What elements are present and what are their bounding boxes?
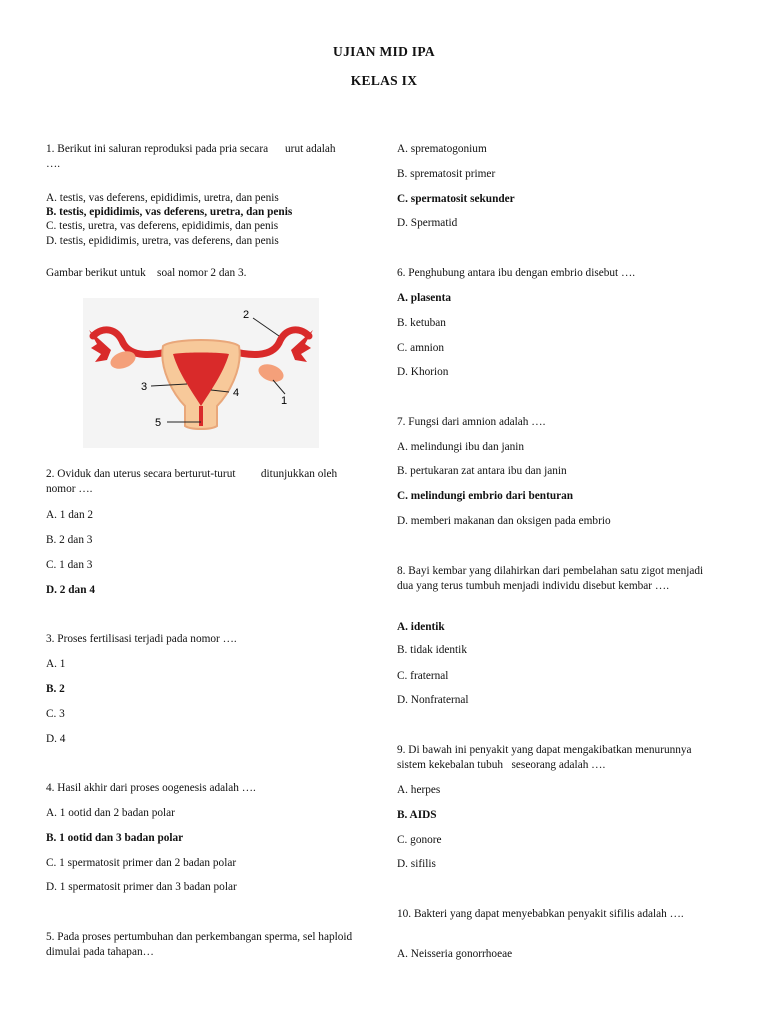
question-8-option-b: B. tidak identik (397, 644, 467, 656)
question-8-option-a: A. identik (397, 621, 445, 633)
question-2-text: 2. Oviduk dan uterus secara berturut-turut ditunjukkan oleh nomor …. (46, 468, 338, 495)
question-3-text: 3. Proses fertilisasi terjadi pada nomor …. (46, 633, 237, 645)
question-7-option-a: A. melindungi ibu dan janin (397, 441, 525, 453)
figure-label-3: 3 (141, 381, 148, 393)
question-6-option-b: B. ketuban (397, 317, 446, 329)
question-3-option-a: A. 1 (46, 658, 66, 670)
question-7-option-d: D. memberi makanan dan oksigen pada embrio (397, 515, 611, 527)
question-9-option-d: D. sifilis (397, 858, 436, 870)
question-1-option-d: D. testis, epididimis, uretra, vas deferens, dan penis (46, 235, 279, 247)
question-8-option-d: D. Nonfraternal (397, 694, 469, 706)
question-5-option-c: C. spermatosit sekunder (397, 193, 515, 205)
question-1-text: 1. Berikut ini saluran reproduksi pada pria secara urut adalah …. (46, 143, 336, 170)
question-3-option-b: B. 2 (46, 683, 65, 695)
question-6-option-d: D. Khorion (397, 366, 449, 378)
question-5-option-a: A. sprematogonium (397, 143, 487, 155)
figure-caption: Gambar berikut untuk soal nomor 2 dan 3. (46, 267, 247, 279)
figure-label-2: 2 (243, 309, 250, 321)
question-3-option-c: C. 3 (46, 708, 65, 720)
question-5-option-b: B. sprematosit primer (397, 168, 496, 180)
question-4-option-c: C. 1 spermatosit primer dan 2 badan polar (46, 857, 237, 869)
figure-label-5: 5 (155, 417, 162, 429)
figure-label-1: 1 (281, 395, 288, 407)
question-6-option-a: A. plasenta (397, 292, 451, 304)
question-1-option-c: C. testis, uretra, vas deferens, epididimis, dan penis (46, 220, 279, 232)
question-6-text: 6. Penghubung antara ibu dengan embrio disebut …. (397, 267, 636, 279)
question-2-option-a: A. 1 dan 2 (46, 509, 94, 521)
question-6-option-c: C. amnion (397, 342, 445, 354)
question-8-text: 8. Bayi kembar yang dilahirkan dari pembelahan satu zigot menjadi dua yang terus tumbuh menjadi individu disebut kembar …. (397, 565, 704, 592)
question-4-text: 4. Hasil akhir dari proses oogenesis adalah …. (46, 782, 256, 794)
question-9-option-b: B. AIDS (397, 809, 437, 821)
question-4-option-b: B. 1 ootid dan 3 badan polar (46, 832, 184, 844)
uterus-diagram (83, 298, 319, 448)
question-5-option-d: D. Spermatid (397, 217, 458, 229)
question-10-text: 10. Bakteri yang dapat menyebabkan penyakit sifilis adalah …. (397, 908, 684, 920)
question-7-text: 7. Fungsi dari amnion adalah …. (397, 416, 546, 428)
question-7-option-c: C. melindungi embrio dari benturan (397, 490, 574, 502)
page-title: UJIAN MID IPA (333, 44, 435, 59)
question-1-option-a: A. testis, vas deferens, epididimis, uretra, dan penis (46, 192, 279, 204)
figure-label-4: 4 (233, 387, 240, 399)
question-2-option-b: B. 2 dan 3 (46, 534, 93, 546)
question-4-option-a: A. 1 ootid dan 2 badan polar (46, 807, 175, 819)
page-subtitle: KELAS IX (350, 73, 418, 88)
question-5-text: 5. Pada proses pertumbuhan dan perkembangan sperma, sel haploid dimulai pada tahapan… (46, 931, 353, 958)
question-10-option-a: A. Neisseria gonorrhoeae (397, 948, 513, 960)
question-9-option-a: A. herpes (397, 784, 441, 796)
question-2-option-d: D. 2 dan 4 (46, 584, 95, 596)
question-9-text: 9. Di bawah ini penyakit yang dapat mengakibatkan menurunnya sistem kekebalan tubuh seseorang adalah …. (397, 744, 692, 771)
question-8-option-c: C. fraternal (397, 670, 449, 682)
question-1-option-b: B. testis, epididimis, vas deferens, uretra, dan penis (46, 206, 293, 218)
question-7-option-b: B. pertukaran zat antara ibu dan janin (397, 465, 567, 477)
uterus-illustration (83, 298, 319, 448)
question-2-option-c: C. 1 dan 3 (46, 559, 93, 571)
question-4-option-d: D. 1 spermatosit primer dan 3 badan polar (46, 881, 237, 893)
question-9-option-c: C. gonore (397, 834, 442, 846)
question-3-option-d: D. 4 (46, 733, 66, 745)
